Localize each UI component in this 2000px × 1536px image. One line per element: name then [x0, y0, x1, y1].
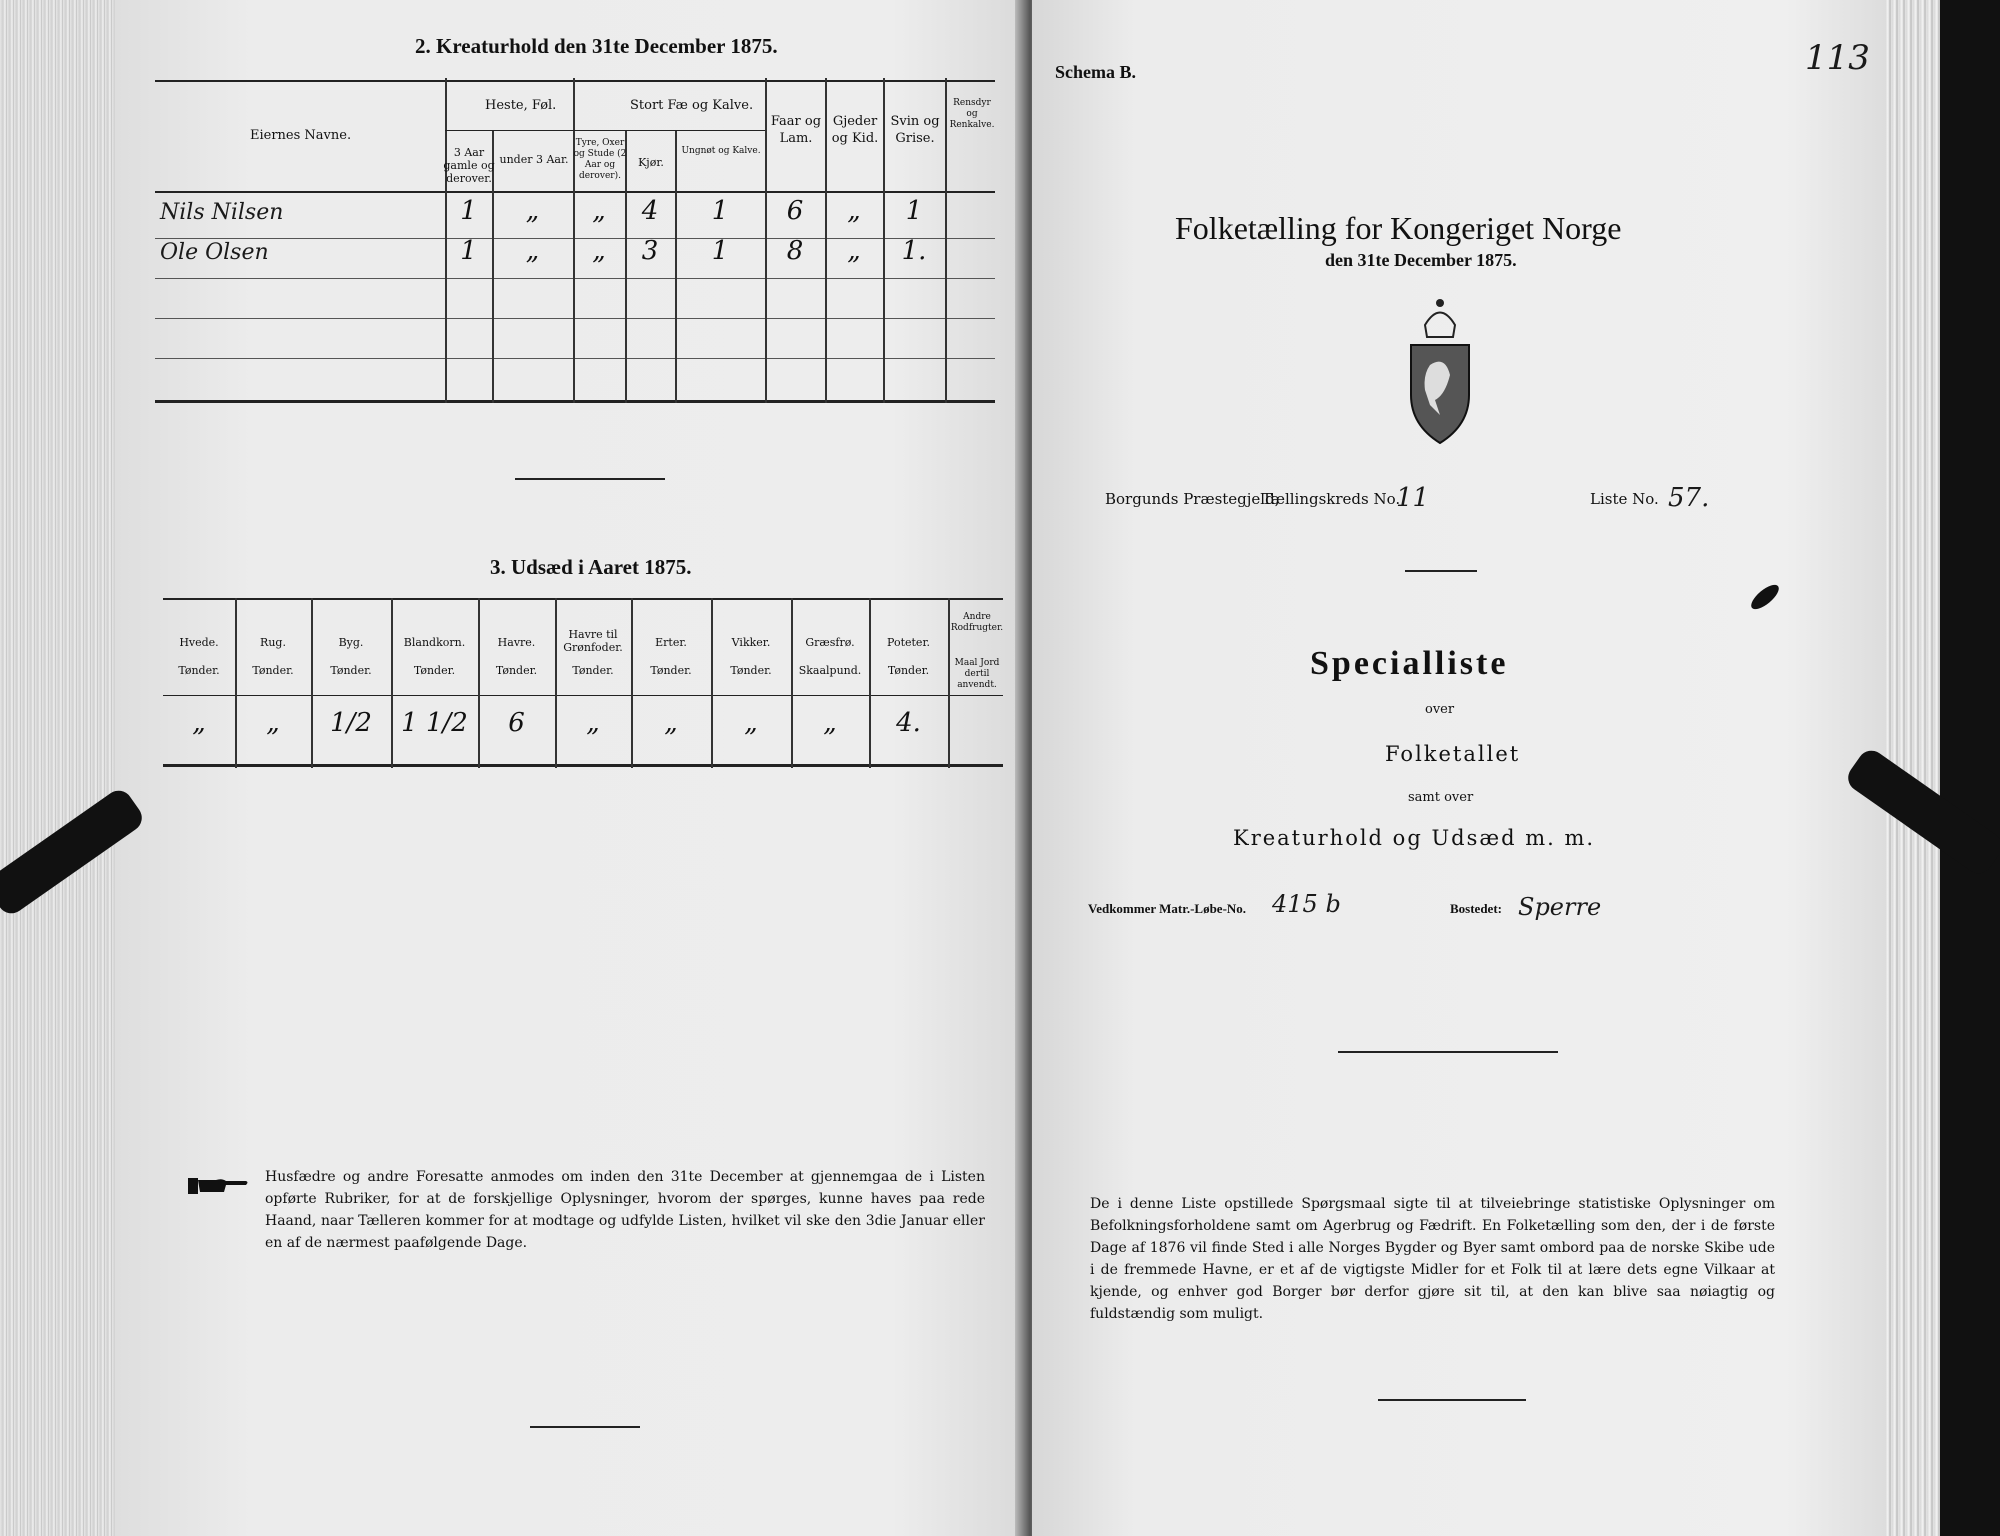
seed-unit: Tønder. — [887, 664, 930, 677]
header-reindeer: Rensdyr og Renkalve. — [949, 98, 995, 130]
header-owners: Eiernes Navne. — [250, 128, 352, 143]
cell-young-cattle: 1 — [711, 236, 729, 266]
seed-col-oats: Havre. — [497, 636, 536, 649]
seed-col-peas: Erter. — [655, 636, 687, 649]
seed-value-grass-seed: „ — [823, 708, 837, 738]
seed-value-oats: 6 — [508, 708, 525, 738]
divider — [1338, 1051, 1558, 1053]
header-cattle: Stort Fæ og Kalve. — [630, 98, 754, 113]
special-list-title: Specialliste — [1310, 645, 1509, 682]
cell-horses-young: „ — [525, 236, 540, 266]
census-subtitle: den 31te December 1875. — [1325, 250, 1517, 270]
matr-label: Vedkommer Matr.-Løbe-No. — [1088, 901, 1247, 916]
header-cattle-sub3: Ungnøt og Kalve. — [681, 146, 761, 156]
seed-value-rye: „ — [266, 708, 280, 738]
divider — [530, 1426, 640, 1428]
cell-oxen: „ — [592, 196, 606, 226]
seed-unit: Tønder. — [413, 664, 456, 677]
header-cattle-sub1: Tyre, Oxer og Stude (2 Aar og derover). — [573, 138, 627, 181]
page-number: 113 — [1805, 38, 1870, 78]
folketallet-label: Folketallet — [1385, 742, 1521, 766]
header-goats: Gjeder og Kid. — [831, 114, 879, 146]
census-title: Folketælling for Kongeriget Norge — [1175, 210, 1622, 246]
seed-unit: Skaalpund. — [798, 664, 862, 677]
cell-pigs: 1. — [901, 236, 927, 266]
cell-young-cattle: 1 — [711, 196, 729, 226]
header-cattle-sub2: Kjør. — [638, 156, 664, 169]
samt-over-label: samt over — [1408, 790, 1474, 805]
livestock-table — [155, 78, 995, 403]
header-horses: Heste, Føl. — [485, 98, 557, 113]
seed-col-vetch: Vikker. — [731, 636, 771, 649]
seed-unit: Tønder. — [730, 664, 772, 677]
matr-value: 415 b — [1272, 890, 1341, 918]
seed-col-barley: Byg. — [338, 636, 364, 649]
cell-pigs: 1 — [905, 196, 923, 226]
seed-col-potatoes: Poteter. — [887, 636, 930, 649]
book-edge-right — [1885, 0, 2000, 1536]
seed-unit: Tønder. — [252, 664, 294, 677]
liste-value: 57. — [1668, 483, 1710, 513]
seed-unit: Tønder. — [178, 664, 220, 677]
seed-value-green-fodder: „ — [586, 708, 600, 738]
seed-unit: Tønder. — [572, 664, 614, 677]
footer-text: De i denne Liste opstillede Spørgsmaal sigte til at tilveiebringe statistiske Oplysninger om Befolkningsforholdene samt om Agerbrug og Fædrift. En Folketælling som den, der i de første Dage af 1876 vil finde Sted i alle Norges Bygder og Byer samt ombord paa de norske Skibe ude i de fremmede Havne, er et af de vigtigste Midler for et Folk til at lære dets egne Vilkaar at kjende, og enhver god Borger bør derfor gjøre sit til, at den kan blive saa nøiagtig og fuldstændig som muligt. — [1090, 1196, 1775, 1322]
seed-col-rye: Rug. — [260, 636, 286, 649]
seed-unit: Tønder. — [330, 664, 372, 677]
kreaturhold-label: Kreaturhold og Udsæd m. m. — [1233, 826, 1596, 850]
book-edge-left — [0, 0, 130, 1536]
cell-sheep: 6 — [786, 196, 804, 226]
cell-goats: „ — [847, 236, 861, 266]
seed-unit: Tønder. — [650, 664, 692, 677]
pointing-hand-icon — [186, 1174, 250, 1196]
seed-value-vetch: „ — [744, 708, 758, 738]
header-horses-sub1: 3 Aar gamle og derover. — [443, 146, 495, 185]
seed-unit: Tønder. — [495, 664, 538, 677]
cell-horses-old: 1 — [460, 196, 477, 226]
over-label: over — [1425, 702, 1455, 717]
seed-unit: Maal Jord dertil anvendt. — [954, 658, 1000, 690]
header-horses-sub2: under 3 Aar. — [499, 153, 569, 166]
divider — [1405, 570, 1477, 572]
liste-label: Liste No. — [1590, 490, 1659, 508]
cell-goats: „ — [847, 196, 861, 226]
seed-table — [163, 598, 1003, 768]
seed-col-grass-seed: Græsfrø. — [805, 636, 855, 649]
seed-col-other-roots: Andre Rodfrugter. — [950, 612, 1004, 633]
notice-text: Husfædre og andre Foresatte anmodes om inden den 31te December at gjennemgaa de i Listen opførte Rubriker, for at de forskjellige Oplysninger, hvorom der spørges, kunne haves paa rede Haand, naar Tælleren kommer for at modtage og udfylde Listen, hvilket vil ske den 3die Januar eller en af de nærmest paafølgende Dage. — [265, 1169, 985, 1251]
seed-value-barley: 1/2 — [330, 708, 372, 738]
cell-oxen: „ — [592, 236, 606, 266]
bosted-value: Sperre — [1518, 893, 1602, 921]
seed-value-peas: „ — [664, 708, 678, 738]
header-pigs: Svin og Grise. — [890, 114, 940, 146]
cell-horses-young: „ — [525, 196, 540, 226]
owner-name: Ole Olsen — [160, 240, 269, 265]
schema-label: Schema B. — [1055, 62, 1136, 82]
cell-horses-old: 1 — [460, 236, 477, 266]
seed-col-mixed-grain: Blandkorn. — [403, 636, 466, 649]
coat-of-arms-icon — [1405, 295, 1475, 445]
divider — [515, 478, 665, 480]
cell-sheep: 8 — [786, 236, 804, 266]
seed-value-potatoes: 4. — [896, 708, 921, 738]
section2-title: 2. Kreaturhold den 31te December 1875. — [415, 34, 778, 58]
seed-col-green-fodder: Havre til Grønfoder. — [563, 628, 623, 654]
section3-title: 3. Udsæd i Aaret 1875. — [490, 555, 692, 579]
header-sheep: Faar og Lam. — [770, 114, 822, 146]
cell-cows: 4 — [641, 196, 659, 226]
seed-col-wheat: Hvede. — [179, 636, 219, 649]
owner-name: Nils Nilsen — [160, 200, 284, 225]
divider — [1378, 1399, 1526, 1401]
cell-cows: 3 — [641, 236, 659, 266]
kreds-value: 11 — [1396, 483, 1430, 513]
bosted-label: Bostedet: — [1450, 901, 1502, 916]
seed-value-wheat: „ — [192, 708, 206, 738]
parish-label: Borgunds Præstegjeld, — [1105, 490, 1280, 508]
seed-value-mixed-grain: 1 1/2 — [401, 708, 468, 738]
kreds-label: Tællingskreds No. — [1262, 490, 1401, 508]
